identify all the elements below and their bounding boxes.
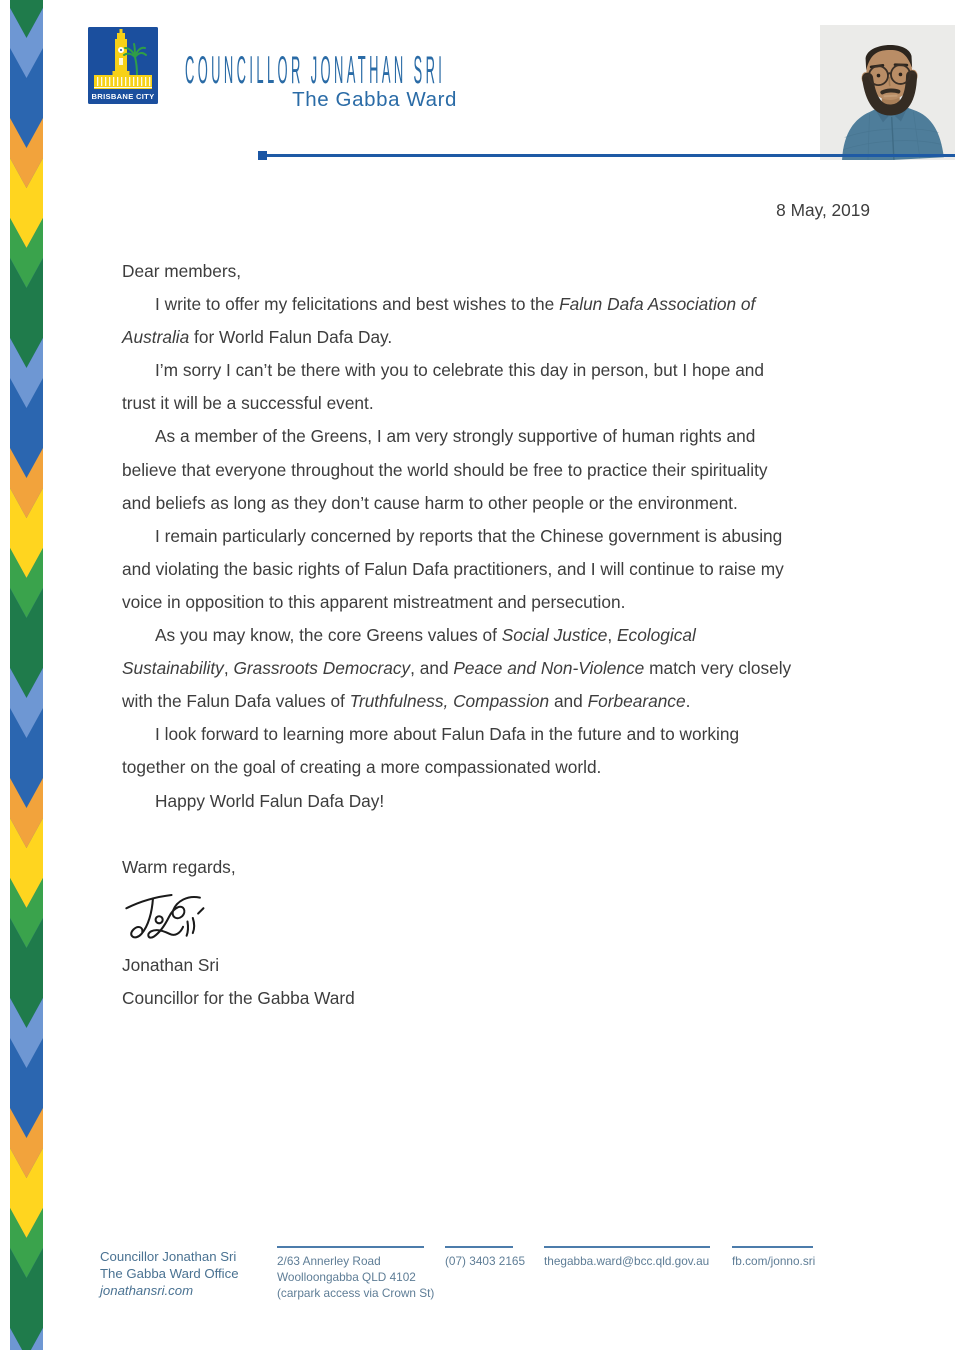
paragraph: As you may know, the core Greens values of Social Justice, Ecological Sustainability, Grassroots Democracy, and Peace and Non-Violence match very closely with the Falun Dafa values of Truthfulness, Compassion and Forbearance. bbox=[122, 625, 792, 712]
footer-col-email bbox=[544, 1253, 709, 1269]
footer-col-facebook bbox=[732, 1253, 815, 1269]
paragraph: Happy World Falun Dafa Day! bbox=[155, 790, 385, 811]
footer-facebook: fb.com/jonno.sri bbox=[732, 1254, 816, 1268]
header bbox=[185, 50, 457, 111]
letter-body bbox=[122, 255, 902, 1015]
footer-office-line: The Gabba Ward Office bbox=[100, 1265, 239, 1281]
signature-image bbox=[118, 887, 218, 949]
signer-title: Councillor for the Gabba Ward bbox=[122, 987, 355, 1008]
footer-rule-email bbox=[544, 1246, 710, 1248]
footer-phone: (07) 3403 2165 bbox=[445, 1254, 526, 1268]
logo-label: BRISBANE CITY bbox=[91, 92, 155, 101]
paragraph: I write to offer my felicitations and best wishes to the Falun Dafa Association of Australia for World Falun Dafa Day. bbox=[122, 294, 756, 348]
signer-name: Jonathan Sri bbox=[122, 954, 220, 975]
footer-rule-facebook bbox=[732, 1246, 813, 1248]
letter-paragraphs bbox=[122, 288, 902, 818]
paragraph: I’m sorry I can’t be there with you to celebrate this day in person, but I hope and trust it will be a successful event. bbox=[122, 360, 765, 414]
ward-subtitle: The Gabba Ward bbox=[292, 88, 457, 111]
footer-col-office bbox=[100, 1249, 239, 1299]
footer-email: thegabba.ward@bcc.qld.gov.au bbox=[544, 1254, 710, 1268]
footer-office-line: Councillor Jonathan Sri bbox=[100, 1249, 237, 1264]
footer-rule-address bbox=[277, 1246, 424, 1248]
city-hall-facade bbox=[94, 75, 152, 89]
salutation: Dear members, bbox=[122, 261, 242, 281]
footer-address-line: Woolloongabba QLD 4102 bbox=[277, 1270, 416, 1284]
header-rule-square bbox=[258, 151, 267, 160]
header-rule bbox=[258, 154, 955, 157]
footer-address-line: (carpark access via Crown St) bbox=[277, 1286, 435, 1300]
footer-col-phone bbox=[445, 1253, 525, 1269]
closing: Warm regards, bbox=[122, 856, 236, 877]
footer-col-address bbox=[277, 1253, 434, 1301]
footer-rule-phone bbox=[445, 1246, 513, 1248]
footer-website: jonathansri.com bbox=[100, 1282, 194, 1298]
paragraph: As a member of the Greens, I am very strongly supportive of human rights and believe that everyone throughout the world should be free to practice their spirituality and beliefs as long as they don’t cause harm to other people or the environment. bbox=[122, 426, 768, 513]
paragraph: I look forward to learning more about Falun Dafa in the future and to working together on the goal of creating a more compassionated world. bbox=[122, 724, 740, 778]
councillor-title: COUNCILLOR JONATHAN SRI bbox=[185, 50, 446, 94]
brisbane-city-logo bbox=[88, 27, 158, 104]
portrait-photo bbox=[820, 25, 955, 160]
footer-address-line: 2/63 Annerley Road bbox=[277, 1254, 381, 1268]
side-stripe-pattern bbox=[10, 0, 43, 1350]
paragraph: I remain particularly concerned by reports that the Chinese government is abusing and violating the basic rights of Falun Dafa practitioners, and I will continue to raise my voice in opposition to this apparent mistreatment and persecution. bbox=[122, 525, 784, 612]
letter-date: 8 May, 2019 bbox=[776, 200, 870, 220]
